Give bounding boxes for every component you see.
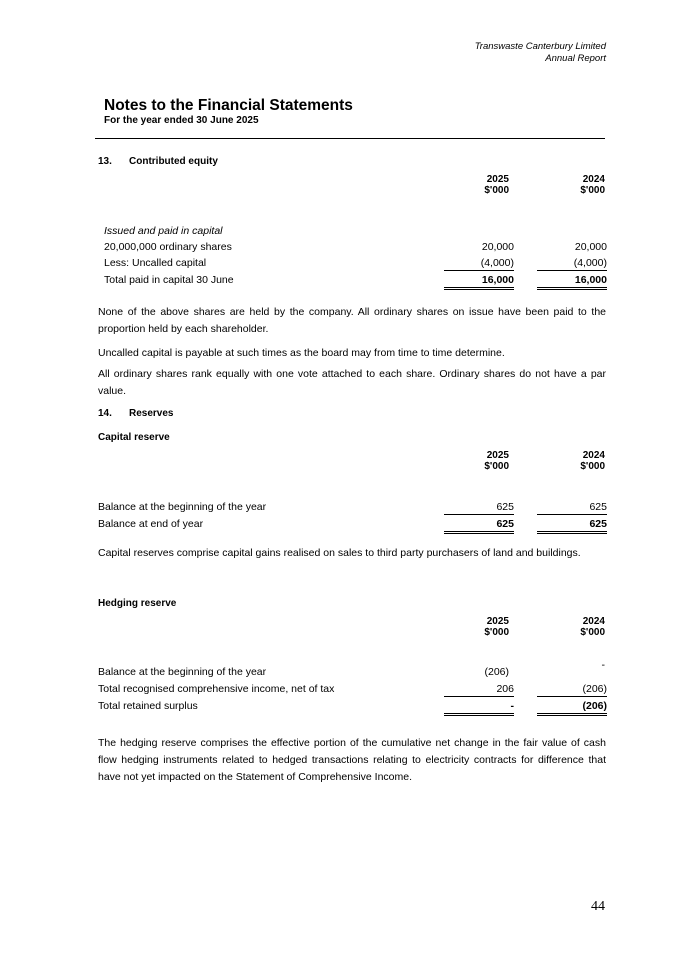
row-label: Total recognised comprehensive income, net of tax [98,683,335,695]
total-value-2024: 625 [537,518,607,534]
total-value-2024: (206) [537,700,607,716]
note-13-paragraph: Uncalled capital is payable at such times as the board may from time to time determine. [98,347,505,359]
col-year-2024: 2024 [582,174,605,185]
note-14-number: 14. [98,408,112,419]
note-13-number: 13. [98,156,112,167]
capital-reserve-heading: Capital reserve [98,432,170,443]
total-value-2025: 625 [444,518,514,534]
col-year-2025: 2025 [486,450,509,461]
row-label: Balance at the beginning of the year [98,501,267,513]
company-name: Transwaste Canterbury Limited [474,41,606,52]
issued-capital-subheading: Issued and paid in capital [104,225,223,237]
col-unit-2025: $'000 [484,627,509,638]
total-value-2025: - [444,700,514,716]
col-year-2025: 2025 [486,174,509,185]
col-unit-2025: $'000 [484,185,509,196]
col-unit-2025: $'000 [484,461,509,472]
note-13-paragraph: None of the above shares are held by the company. All ordinary shares on issue have been paid to the proportion held by each shareholder. [98,306,606,335]
hedging-reserve-paragraph: The hedging reserve comprises the effective portion of the cumulative net change in the fair value of cash flow hedging instruments related to hedged transactions relating to electricity contracts for difference that have not yet impacted on the Statement of Comprehensive Income. [98,737,606,783]
value-2024: 625 [537,501,607,515]
row-label: 20,000,000 ordinary shares [104,241,232,253]
note-13-heading: Contributed equity [129,156,218,167]
col-year-2024: 2024 [582,450,605,461]
note-14-heading: Reserves [129,408,174,419]
value-2024: (206) [537,683,607,697]
col-unit-2024: $'000 [580,461,605,472]
value-2024: - [601,659,605,671]
value-2025: 206 [444,683,514,697]
total-value-2025: 16,000 [444,274,514,290]
value-2025: (4,000) [444,257,514,271]
row-label: Less: Uncalled capital [104,257,207,269]
row-label: Balance at end of year [98,518,204,530]
value-2025: 625 [444,501,514,515]
row-label: Total paid in capital 30 June [104,274,234,286]
header-rule [95,138,605,139]
value-2024: (4,000) [537,257,607,271]
value-2025: 20,000 [481,241,514,253]
row-label: Balance at the beginning of the year [98,666,267,678]
hedging-reserve-heading: Hedging reserve [98,598,177,609]
page-subtitle: For the year ended 30 June 2025 [104,115,259,126]
col-unit-2024: $'000 [580,185,605,196]
capital-reserve-paragraph: Capital reserves comprise capital gains realised on sales to third party purchasers of land and buildings. [98,547,581,559]
value-2025: (206) [484,666,509,678]
note-13-paragraph: All ordinary shares rank equally with one vote attached to each share. Ordinary shares do not have a par value. [98,368,606,397]
col-year-2024: 2024 [582,616,605,627]
page-title: Notes to the Financial Statements [104,97,353,114]
page-number: 44 [591,899,605,914]
report-name: Annual Report [545,53,606,64]
value-2024: 20,000 [574,241,607,253]
row-label: Total retained surplus [98,700,198,712]
total-value-2024: 16,000 [537,274,607,290]
col-year-2025: 2025 [486,616,509,627]
col-unit-2024: $'000 [580,627,605,638]
